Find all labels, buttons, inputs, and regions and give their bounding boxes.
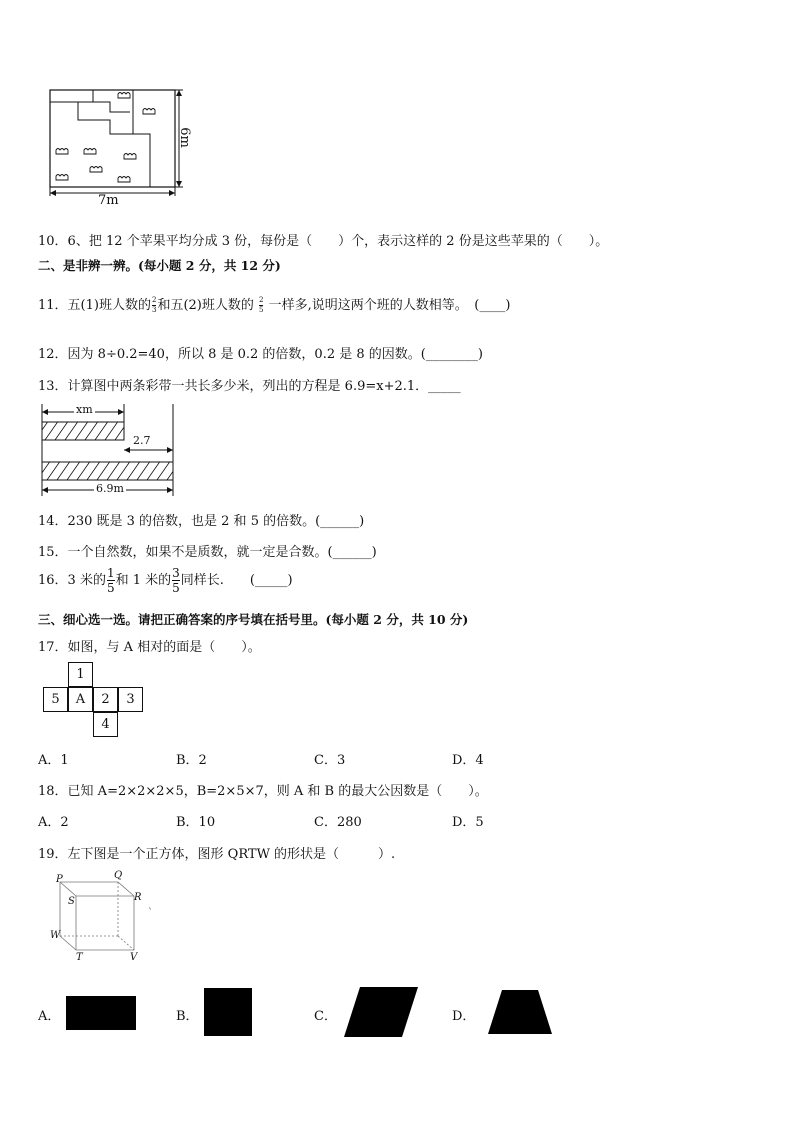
question-19: 19．左下图是一个正方体，图形 QRTW 的形状是（ ）. — [38, 847, 396, 862]
cube-label-r: R — [134, 892, 142, 903]
cube-figure — [50, 872, 160, 964]
question-14: 14．230 既是 3 的倍数，也是 2 和 5 的倍数。(______) — [38, 514, 365, 529]
fraction-3-5: $\frac{3}{5}$ — [172, 566, 180, 595]
q19-shape-c-parallelogram[interactable] — [344, 987, 418, 1037]
cube-label-q: Q — [114, 870, 123, 881]
field-height-label: 6m — [176, 127, 192, 148]
question-15: 15．一个自然数，如果不是质数，就一定是合数。(______) — [38, 545, 377, 560]
q19-option-c[interactable]: C． — [314, 1009, 337, 1024]
ribbon-label-2-7: 2.7 — [133, 434, 151, 447]
q19-option-b[interactable]: B． — [176, 1009, 199, 1024]
cube-label-w: W — [50, 930, 61, 941]
question-12: 12．因为 8÷0.2=40，所以 8 是 0.2 的倍数，0.2 是 8 的因数。(________) — [38, 347, 483, 362]
q17-option-a[interactable]: A．1 — [38, 753, 69, 768]
fraction-1-5: $\frac{1}{5}$ — [106, 566, 115, 595]
cube-label-v: V — [130, 952, 138, 963]
cube-label-p: P — [56, 874, 63, 885]
fraction-2-3: $\frac{2}{3}$ — [151, 296, 157, 314]
cube-label-s: S — [68, 896, 75, 907]
q17-option-b[interactable]: B．2 — [176, 753, 207, 768]
q19-shape-d-trapezoid[interactable] — [488, 990, 552, 1034]
field-width-label: 7m — [98, 193, 119, 208]
question-18: 18．已知 A=2×2×2×5，B=2×5×7，则 A 和 B 的最大公因数是（ ）。 — [38, 784, 488, 799]
net-face-center: A — [68, 687, 93, 712]
question-11: 11．五(1)班人数的 $\frac{2}{3}$ 和五(2)班人数的 $\frac{2}{5}$ 一样多,说明这两个班的人数相等。 (____) — [38, 296, 511, 314]
q17-option-c[interactable]: C．3 — [314, 753, 346, 768]
net-face-left: 5 — [43, 687, 68, 712]
q18-option-c[interactable]: C．280 — [314, 815, 362, 830]
q18-option-d[interactable]: D．5 — [452, 815, 484, 830]
net-face-top: 1 — [68, 662, 93, 687]
question-13: 13．计算图中两条彩带一共长多少米，列出的方程是 6.9=x+2.1．_____ — [38, 379, 461, 394]
q19-option-a[interactable]: A． — [38, 1009, 61, 1024]
stray-mark: ` — [148, 908, 153, 919]
question-16: 16．3 米的 $\frac{1}{5}$ 和 1 米的 $\frac{3}{5}$ 同样长. (_____) — [38, 566, 293, 595]
section-2-title: 二、是非辨一辨。(每小题 2 分，共 12 分) — [38, 258, 281, 273]
q18-option-a[interactable]: A．2 — [38, 815, 69, 830]
question-17: 17．如图，与 A 相对的面是（ ）。 — [38, 640, 261, 655]
cube-label-t: T — [76, 952, 83, 963]
ribbon-label-x: xm — [76, 403, 93, 416]
q17-option-d[interactable]: D．4 — [452, 753, 484, 768]
flower-icons — [56, 93, 155, 183]
net-face-bottom: 4 — [93, 712, 118, 737]
net-face-right1: 2 — [93, 687, 118, 712]
q19-shape-b-square[interactable] — [204, 988, 252, 1036]
section-3-title: 三、细心选一选。请把正确答案的序号填在括号里。(每小题 2 分，共 10 分) — [38, 612, 469, 627]
fraction-2-5: $\frac{2}{5}$ — [259, 296, 264, 314]
q19-shape-a-rectangle[interactable] — [66, 996, 136, 1030]
question-10: 10．6、把 12 个苹果平均分成 3 份，每份是（ ）个，表示这样的 2 份是这些苹果的（ ）。 — [38, 234, 609, 249]
net-face-right2: 3 — [118, 687, 143, 712]
q18-option-b[interactable]: B．10 — [176, 815, 216, 830]
ribbon-label-6-9: 6.9m — [96, 482, 124, 495]
q19-option-d[interactable]: D． — [452, 1009, 476, 1024]
